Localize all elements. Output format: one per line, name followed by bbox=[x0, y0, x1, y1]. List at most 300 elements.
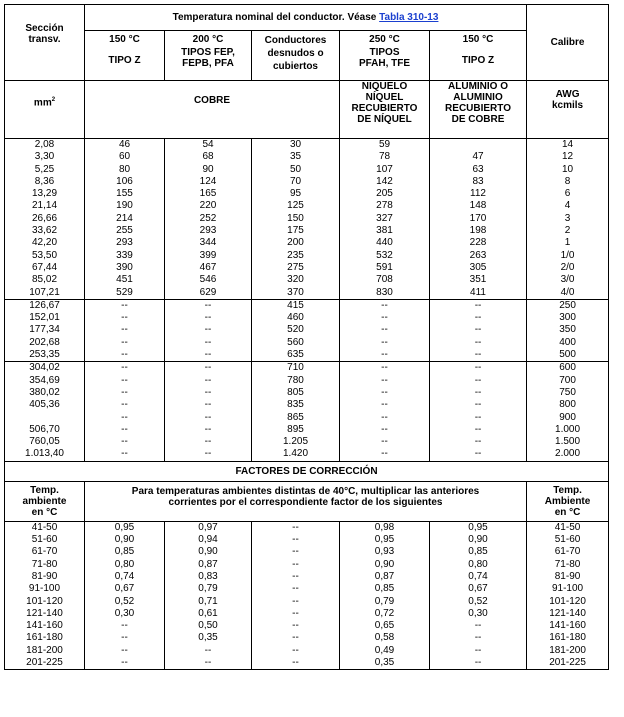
aluminio-line: ALUMINIO O bbox=[448, 81, 509, 92]
section-cell: 26,66 bbox=[5, 213, 85, 225]
factor-cell: 0,98 bbox=[340, 521, 430, 534]
value-cell: -- bbox=[165, 387, 252, 399]
value-cell: 170 bbox=[430, 213, 527, 225]
value-cell: -- bbox=[85, 424, 165, 436]
factor-cell: 0,85 bbox=[85, 546, 165, 558]
factor-cell: 0,52 bbox=[85, 596, 165, 608]
temp-range-cell: 41-50 bbox=[527, 521, 609, 534]
gauge-cell: 750 bbox=[527, 387, 609, 399]
factor-cell: 0,52 bbox=[430, 596, 527, 608]
value-cell: 411 bbox=[430, 287, 527, 300]
factor-cell: -- bbox=[252, 657, 340, 670]
temp-ambiente-header-right bbox=[527, 481, 609, 521]
value-cell: 467 bbox=[165, 262, 252, 274]
correction-row bbox=[5, 521, 609, 534]
section-cell: 2,08 bbox=[5, 139, 85, 152]
temp-range-cell: 201-225 bbox=[5, 657, 85, 670]
value-cell: -- bbox=[165, 375, 252, 387]
value-cell: 344 bbox=[165, 237, 252, 249]
gauge-cell: 8 bbox=[527, 176, 609, 188]
temp-range-cell: 121-140 bbox=[527, 608, 609, 620]
factor-cell: -- bbox=[430, 657, 527, 670]
correction-row bbox=[5, 559, 609, 571]
factor-cell: 0,35 bbox=[340, 657, 430, 670]
table-310-13-link[interactable]: Tabla 310-13 bbox=[379, 12, 439, 23]
factor-cell: 0,74 bbox=[430, 571, 527, 583]
factor-cell: 0,80 bbox=[85, 559, 165, 571]
section-cell: 405,36 bbox=[5, 399, 85, 411]
value-cell: 1.205 bbox=[252, 436, 340, 448]
value-cell: 78 bbox=[340, 151, 430, 163]
value-cell: 47 bbox=[430, 151, 527, 163]
niquel-line: NIQUELO bbox=[361, 81, 408, 92]
temp-range-cell: 181-200 bbox=[527, 645, 609, 657]
section-cell: 760,05 bbox=[5, 436, 85, 448]
value-cell: 165 bbox=[165, 188, 252, 200]
value-cell: 351 bbox=[430, 274, 527, 286]
factor-cell: -- bbox=[252, 559, 340, 571]
correction-row bbox=[5, 608, 609, 620]
value-cell: 106 bbox=[85, 176, 165, 188]
section-cell: 152,01 bbox=[5, 312, 85, 324]
value-cell: 520 bbox=[252, 324, 340, 336]
gauge-cell: 1/0 bbox=[527, 250, 609, 262]
temp-range-cell: 101-120 bbox=[527, 596, 609, 608]
gauge-cell: 800 bbox=[527, 399, 609, 411]
correction-row bbox=[5, 571, 609, 583]
factor-cell: -- bbox=[252, 534, 340, 546]
section-cell: 126,67 bbox=[5, 299, 85, 312]
value-cell: 124 bbox=[165, 176, 252, 188]
value-cell: 214 bbox=[85, 213, 165, 225]
temp-range-cell: 61-70 bbox=[527, 546, 609, 558]
value-cell: -- bbox=[430, 399, 527, 411]
value-cell: 805 bbox=[252, 387, 340, 399]
table-row bbox=[5, 436, 609, 448]
table-row bbox=[5, 362, 609, 375]
value-cell: 305 bbox=[430, 262, 527, 274]
temp-range-cell: 161-180 bbox=[527, 632, 609, 644]
value-cell: 190 bbox=[85, 200, 165, 212]
section-cell: 33,62 bbox=[5, 225, 85, 237]
value-cell: 278 bbox=[340, 200, 430, 212]
factor-cell: -- bbox=[85, 657, 165, 670]
factor-cell: 0,30 bbox=[430, 608, 527, 620]
niquel-header bbox=[340, 81, 430, 139]
temp-range-cell: 141-160 bbox=[527, 620, 609, 632]
temp-range-cell: 161-180 bbox=[5, 632, 85, 644]
col-temp: 200 °C bbox=[192, 34, 224, 45]
factor-cell: 0,49 bbox=[340, 645, 430, 657]
factor-cell: 0,95 bbox=[430, 521, 527, 534]
temp-range-cell: 181-200 bbox=[5, 645, 85, 657]
temp-range-cell: 91-100 bbox=[527, 583, 609, 595]
table-row bbox=[5, 424, 609, 436]
value-cell: 83 bbox=[430, 176, 527, 188]
section-cell: 506,70 bbox=[5, 424, 85, 436]
temp-range-cell: 61-70 bbox=[5, 546, 85, 558]
factor-cell: 0,90 bbox=[165, 546, 252, 558]
col-type: TIPO Z bbox=[108, 55, 141, 66]
value-cell: -- bbox=[165, 299, 252, 312]
col-header-5 bbox=[430, 31, 527, 81]
value-cell: 835 bbox=[252, 399, 340, 411]
value-cell: -- bbox=[340, 324, 430, 336]
table-row bbox=[5, 213, 609, 225]
value-cell: 370 bbox=[252, 287, 340, 300]
table-row bbox=[5, 274, 609, 286]
value-cell: 70 bbox=[252, 176, 340, 188]
value-cell: 263 bbox=[430, 250, 527, 262]
gauge-cell: 3 bbox=[527, 213, 609, 225]
value-cell: 125 bbox=[252, 200, 340, 212]
awg-header bbox=[527, 81, 609, 139]
temp-range-cell: 121-140 bbox=[5, 608, 85, 620]
niquel-line: NÍQUEL bbox=[365, 92, 404, 103]
correction-row bbox=[5, 632, 609, 644]
value-cell: 46 bbox=[85, 139, 165, 152]
factor-cell: 0,95 bbox=[340, 534, 430, 546]
factor-cell: 0,67 bbox=[85, 583, 165, 595]
section-cell: 380,02 bbox=[5, 387, 85, 399]
gauge-cell: 6 bbox=[527, 188, 609, 200]
factor-cell: 0,79 bbox=[165, 583, 252, 595]
gauge-cell: 12 bbox=[527, 151, 609, 163]
table-row bbox=[5, 287, 609, 300]
table-row bbox=[5, 349, 609, 362]
table-row bbox=[5, 312, 609, 324]
table-row bbox=[5, 139, 609, 152]
section-cell: 354,69 bbox=[5, 375, 85, 387]
factor-cell: -- bbox=[252, 571, 340, 583]
section-cell: 67,44 bbox=[5, 262, 85, 274]
gauge-cell: 2/0 bbox=[527, 262, 609, 274]
factor-cell: -- bbox=[252, 583, 340, 595]
value-cell: 175 bbox=[252, 225, 340, 237]
value-cell: 451 bbox=[85, 274, 165, 286]
factor-cell: 0,93 bbox=[340, 546, 430, 558]
factor-cell: 0,94 bbox=[165, 534, 252, 546]
section-cell: 13,29 bbox=[5, 188, 85, 200]
gauge-cell: 700 bbox=[527, 375, 609, 387]
gauge-cell: 2.000 bbox=[527, 448, 609, 461]
factor-cell: 0,95 bbox=[85, 521, 165, 534]
factor-cell: 0,83 bbox=[165, 571, 252, 583]
factor-cell: 0,79 bbox=[340, 596, 430, 608]
table-row bbox=[5, 387, 609, 399]
gauge-cell: 300 bbox=[527, 312, 609, 324]
correction-title: FACTORES DE CORRECCIÓN bbox=[5, 461, 609, 481]
value-cell: 54 bbox=[165, 139, 252, 152]
col-header-2 bbox=[165, 31, 252, 81]
value-cell: 399 bbox=[165, 250, 252, 262]
temp-range-cell: 51-60 bbox=[5, 534, 85, 546]
factor-cell: 0,30 bbox=[85, 608, 165, 620]
factor-cell: 0,74 bbox=[85, 571, 165, 583]
col-header-1 bbox=[85, 31, 165, 81]
seccion-line-2: transv. bbox=[28, 34, 61, 45]
gauge-cell: 400 bbox=[527, 337, 609, 349]
section-cell: 253,35 bbox=[5, 349, 85, 362]
value-cell: -- bbox=[85, 399, 165, 411]
value-cell: -- bbox=[340, 299, 430, 312]
cobre-header bbox=[85, 81, 340, 139]
correction-row bbox=[5, 596, 609, 608]
factor-cell: 0,65 bbox=[340, 620, 430, 632]
table-row bbox=[5, 176, 609, 188]
value-cell: -- bbox=[340, 448, 430, 461]
factor-cell: 0,90 bbox=[430, 534, 527, 546]
calibre-header bbox=[527, 5, 609, 81]
factor-cell: 0,87 bbox=[165, 559, 252, 571]
section-cell: 85,02 bbox=[5, 274, 85, 286]
temp-range-cell: 81-90 bbox=[527, 571, 609, 583]
temp-label-line: ambiente bbox=[22, 495, 67, 507]
factor-cell: -- bbox=[252, 645, 340, 657]
mm2-superscript: 2 bbox=[51, 97, 56, 103]
value-cell: -- bbox=[85, 387, 165, 399]
value-cell: -- bbox=[430, 387, 527, 399]
value-cell: -- bbox=[165, 399, 252, 411]
value-cell: -- bbox=[340, 387, 430, 399]
value-cell: 63 bbox=[430, 164, 527, 176]
value-cell: -- bbox=[165, 324, 252, 336]
factor-cell: 0,67 bbox=[430, 583, 527, 595]
value-cell: -- bbox=[85, 436, 165, 448]
correction-row bbox=[5, 534, 609, 546]
mm2-header bbox=[5, 81, 85, 139]
factor-cell: 0,90 bbox=[340, 559, 430, 571]
value-cell: 220 bbox=[165, 200, 252, 212]
value-cell: 629 bbox=[165, 287, 252, 300]
value-cell: -- bbox=[85, 324, 165, 336]
gauge-cell: 1 bbox=[527, 237, 609, 249]
col-type: TIPOS FEP, FEPB, PFA bbox=[181, 47, 235, 69]
factor-cell: 0,90 bbox=[85, 534, 165, 546]
aluminio-line: DE COBRE bbox=[451, 114, 505, 125]
value-cell: 205 bbox=[340, 188, 430, 200]
value-cell: 30 bbox=[252, 139, 340, 152]
value-cell: -- bbox=[340, 424, 430, 436]
value-cell: -- bbox=[430, 312, 527, 324]
value-cell: 381 bbox=[340, 225, 430, 237]
value-cell: -- bbox=[85, 312, 165, 324]
temp-label-line: Temp. bbox=[553, 484, 582, 496]
temp-ambiente-header bbox=[5, 481, 85, 521]
value-cell: -- bbox=[430, 349, 527, 362]
col-temp: 150 °C bbox=[462, 34, 494, 45]
factor-cell: 0,85 bbox=[430, 546, 527, 558]
seccion-header bbox=[5, 5, 85, 81]
gauge-cell: 4/0 bbox=[527, 287, 609, 300]
calibre-label: Calibre bbox=[550, 37, 585, 48]
value-cell: 90 bbox=[165, 164, 252, 176]
factor-cell: -- bbox=[165, 645, 252, 657]
value-cell: 68 bbox=[165, 151, 252, 163]
value-cell: -- bbox=[85, 448, 165, 461]
gauge-cell: 600 bbox=[527, 362, 609, 375]
mm2-label: mm bbox=[33, 97, 52, 109]
value-cell: -- bbox=[165, 337, 252, 349]
value-cell: -- bbox=[430, 362, 527, 375]
gauge-cell: 10 bbox=[527, 164, 609, 176]
value-cell: -- bbox=[340, 375, 430, 387]
value-cell: 390 bbox=[85, 262, 165, 274]
factor-cell: 0,87 bbox=[340, 571, 430, 583]
value-cell: 95 bbox=[252, 188, 340, 200]
aluminio-header bbox=[430, 81, 527, 139]
section-cell: 304,02 bbox=[5, 362, 85, 375]
correction-row bbox=[5, 546, 609, 558]
value-cell: 275 bbox=[252, 262, 340, 274]
gauge-cell: 900 bbox=[527, 412, 609, 424]
table-row bbox=[5, 412, 609, 424]
table-row bbox=[5, 250, 609, 262]
temp-range-cell: 141-160 bbox=[5, 620, 85, 632]
value-cell: 710 bbox=[252, 362, 340, 375]
correction-row bbox=[5, 583, 609, 595]
niquel-line: DE NÍQUEL bbox=[357, 114, 412, 125]
value-cell: 440 bbox=[340, 237, 430, 249]
temp-range-cell: 51-60 bbox=[527, 534, 609, 546]
awg-label: AWG bbox=[555, 89, 580, 100]
value-cell: 60 bbox=[85, 151, 165, 163]
value-cell: 415 bbox=[252, 299, 340, 312]
factor-cell: 0,50 bbox=[165, 620, 252, 632]
section-cell: 21,14 bbox=[5, 200, 85, 212]
table-row bbox=[5, 337, 609, 349]
factor-cell: 0,35 bbox=[165, 632, 252, 644]
table-row bbox=[5, 164, 609, 176]
temp-range-cell: 201-225 bbox=[527, 657, 609, 670]
value-cell: 200 bbox=[252, 237, 340, 249]
value-cell: -- bbox=[430, 324, 527, 336]
correction-row bbox=[5, 657, 609, 670]
value-cell: -- bbox=[430, 375, 527, 387]
col-type: TIPO Z bbox=[461, 55, 495, 66]
section-cell: 5,25 bbox=[5, 164, 85, 176]
value-cell: -- bbox=[85, 299, 165, 312]
temp-label-line: Temp. bbox=[30, 484, 59, 496]
table-row bbox=[5, 324, 609, 336]
gauge-cell: 1.500 bbox=[527, 436, 609, 448]
value-cell: -- bbox=[165, 448, 252, 461]
temp-range-cell: 81-90 bbox=[5, 571, 85, 583]
value-cell: 293 bbox=[85, 237, 165, 249]
value-cell: 865 bbox=[252, 412, 340, 424]
value-cell: 635 bbox=[252, 349, 340, 362]
value-cell: 255 bbox=[85, 225, 165, 237]
value-cell: -- bbox=[430, 424, 527, 436]
value-cell: -- bbox=[85, 362, 165, 375]
value-cell: -- bbox=[430, 337, 527, 349]
value-cell: -- bbox=[85, 412, 165, 424]
gauge-cell: 2 bbox=[527, 225, 609, 237]
temp-range-cell: 71-80 bbox=[527, 559, 609, 571]
temp-label-line: en °C bbox=[31, 506, 58, 518]
value-cell: 80 bbox=[85, 164, 165, 176]
value-cell: -- bbox=[165, 312, 252, 324]
value-cell: -- bbox=[340, 436, 430, 448]
temp-title-text: Temperatura nominal del conductor. Véase bbox=[172, 12, 377, 23]
col-temp: 150 °C bbox=[109, 34, 140, 45]
ampacity-table bbox=[4, 4, 609, 670]
value-cell: 59 bbox=[340, 139, 430, 152]
value-cell: -- bbox=[85, 375, 165, 387]
value-cell: 148 bbox=[430, 200, 527, 212]
factor-cell: -- bbox=[85, 620, 165, 632]
value-cell: 142 bbox=[340, 176, 430, 188]
value-cell: 320 bbox=[252, 274, 340, 286]
factor-cell: -- bbox=[85, 632, 165, 644]
factor-cell: 0,61 bbox=[165, 608, 252, 620]
gauge-cell: 250 bbox=[527, 299, 609, 312]
gauge-cell: 350 bbox=[527, 324, 609, 336]
value-cell: 895 bbox=[252, 424, 340, 436]
value-cell: 339 bbox=[85, 250, 165, 262]
factor-cell: -- bbox=[252, 521, 340, 534]
table-row bbox=[5, 237, 609, 249]
value-cell bbox=[430, 139, 527, 152]
gauge-cell: 3/0 bbox=[527, 274, 609, 286]
value-cell: -- bbox=[85, 337, 165, 349]
factor-cell: 0,80 bbox=[430, 559, 527, 571]
cobre-label: COBRE bbox=[193, 95, 231, 106]
value-cell: 327 bbox=[340, 213, 430, 225]
value-cell: 235 bbox=[252, 250, 340, 262]
section-cell: 202,68 bbox=[5, 337, 85, 349]
gauge-cell: 4 bbox=[527, 200, 609, 212]
gauge-cell: 14 bbox=[527, 139, 609, 152]
section-cell: 107,21 bbox=[5, 287, 85, 300]
section-cell: 53,50 bbox=[5, 250, 85, 262]
factor-cell: -- bbox=[252, 608, 340, 620]
factor-cell: 0,85 bbox=[340, 583, 430, 595]
factor-cell: 0,58 bbox=[340, 632, 430, 644]
value-cell: 252 bbox=[165, 213, 252, 225]
factor-cell: -- bbox=[252, 632, 340, 644]
value-cell: 591 bbox=[340, 262, 430, 274]
factor-cell: -- bbox=[85, 645, 165, 657]
factor-cell: -- bbox=[252, 546, 340, 558]
table-row bbox=[5, 188, 609, 200]
value-cell: 546 bbox=[165, 274, 252, 286]
value-cell: 50 bbox=[252, 164, 340, 176]
value-cell: -- bbox=[165, 436, 252, 448]
aluminio-line: RECUBIERTO bbox=[445, 103, 511, 114]
value-cell: -- bbox=[340, 337, 430, 349]
factor-cell: 0,97 bbox=[165, 521, 252, 534]
value-cell: -- bbox=[340, 399, 430, 411]
value-cell: 155 bbox=[85, 188, 165, 200]
table-row bbox=[5, 299, 609, 312]
temp-range-cell: 101-120 bbox=[5, 596, 85, 608]
temp-range-cell: 41-50 bbox=[5, 521, 85, 534]
value-cell: 107 bbox=[340, 164, 430, 176]
value-cell: 780 bbox=[252, 375, 340, 387]
value-cell: 293 bbox=[165, 225, 252, 237]
value-cell: 708 bbox=[340, 274, 430, 286]
value-cell: -- bbox=[340, 412, 430, 424]
value-cell: 1.420 bbox=[252, 448, 340, 461]
temp-range-cell: 71-80 bbox=[5, 559, 85, 571]
factor-cell: -- bbox=[252, 620, 340, 632]
correction-row bbox=[5, 645, 609, 657]
table-row bbox=[5, 399, 609, 411]
value-cell: -- bbox=[430, 412, 527, 424]
value-cell: 198 bbox=[430, 225, 527, 237]
correction-instruction: Para temperaturas ambientes distintas de 40°C, multiplicar las anteriores corrientes por el correspondiente factor de los siguientes bbox=[85, 481, 527, 521]
